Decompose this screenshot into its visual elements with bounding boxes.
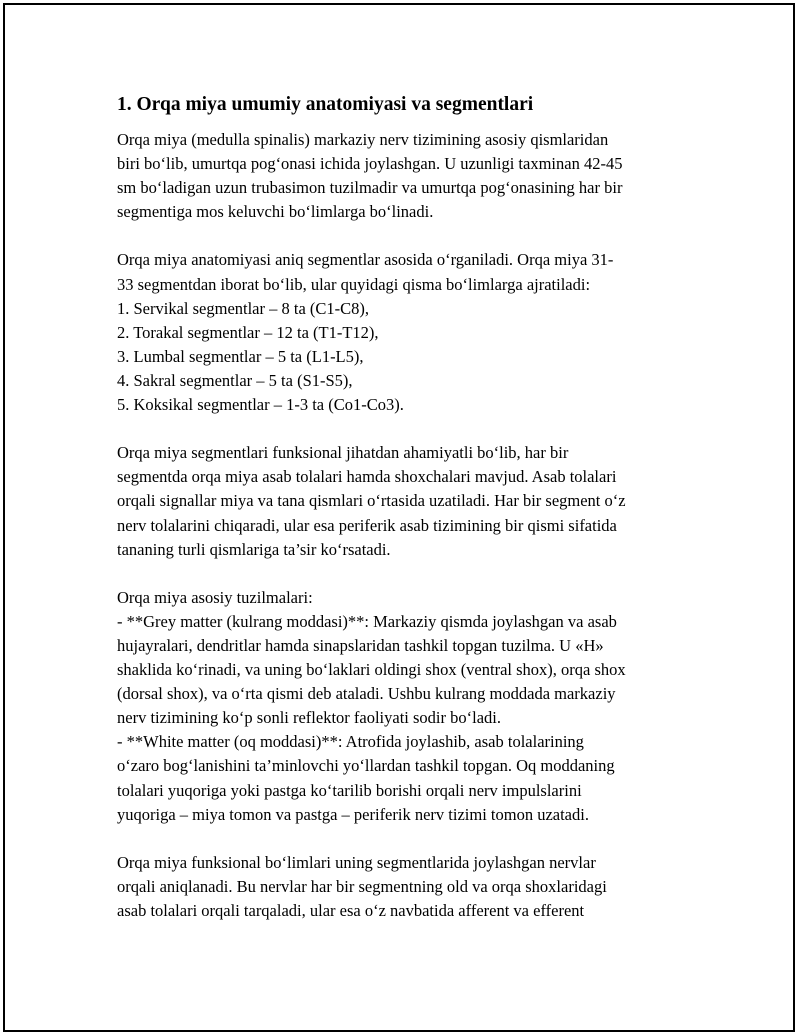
paragraph [117, 248, 717, 417]
paragraph [117, 128, 717, 224]
text-line: Orqa miya (medulla spinalis) markaziy nerv tizimining asosiy qismlaridan [117, 130, 609, 149]
paragraph [117, 586, 717, 827]
text-line: - **White matter (oq moddasi)**: Atrofida joylashib, asab tolalarining [117, 732, 584, 752]
text-line: biri bo‘lib, umurtqa pog‘onasi ichida joylashgan. U uzunligi taxminan 42-45 [117, 154, 623, 174]
text-line: 3. Lumbal segmentlar – 5 ta (L1-L5), [117, 346, 364, 366]
paragraphs-container [117, 128, 717, 923]
text-line: nerv tizimining ko‘p sonli reflektor faoliyati sodir bo‘ladi. [117, 708, 501, 728]
text-line: yuqoriga – miya tomon va pastga – periferik nerv tizimi tomon uzatadi. [117, 804, 589, 824]
text-line: nerv tolalarini chiqaradi, ular esa periferik asab tizimining bir qismi sifatida [117, 515, 617, 535]
text-line: orqali signallar miya va tana qismlari o‘rtasida uzatiladi. Har bir segment o‘z [117, 491, 626, 511]
text-line: sm bo‘ladigan uzun trubasimon tuzilmadir va umurtqa pog‘onasining har bir [117, 178, 623, 198]
paragraph [117, 851, 717, 923]
text-line: 2. Torakal segmentlar – 12 ta (T1-T12), [117, 322, 379, 342]
text-line: segmentda orqa miya asab tolalari hamda shoxchalari mavjud. Asab tolalari [117, 467, 617, 487]
text-line: asab tolalari orqali tarqaladi, ular esa o‘z navbatida afferent va efferent [117, 901, 585, 920]
text-line: orqali aniqlanadi. Bu nervlar har bir segmentning old va orqa shoxlaridagi [117, 876, 607, 896]
text-line: 1. Servikal segmentlar – 8 ta (C1-C8), [117, 298, 370, 318]
text-line: tolalari yuqoriga yoki pastga ko‘tarilib borishi orqali nerv impulslarini [117, 780, 582, 800]
text-line: Orqa miya anatomiyasi aniq segmentlar asosida o‘rganiladi. Orqa miya 31- [117, 250, 614, 270]
text-line: (dorsal shox), va o‘rta qismi deb ataladi. Ushbu kulrang moddada markaziy [117, 684, 616, 704]
text-line: o‘zaro bog‘lanishini ta’minlovchi yo‘llardan tashkil topgan. Oq moddaning [117, 756, 615, 776]
document-body [117, 92, 717, 947]
text-line: - **Grey matter (kulrang moddasi)**: Markaziy qismda joylashgan va asab [117, 611, 617, 631]
section-heading: 1. Orqa miya umumiy anatomiyasi va segmentlari [117, 94, 534, 115]
text-line: Orqa miya segmentlari funksional jihatdan ahamiyatli bo‘lib, har bir [117, 443, 569, 463]
paragraph [117, 441, 717, 561]
text-line: segmentiga mos keluvchi bo‘limlarga bo‘linadi. [117, 202, 434, 222]
text-line: shaklida ko‘rinadi, va uning bo‘laklari oldingi shox (ventral shox), orqa shox [117, 660, 626, 680]
text-line: Orqa miya funksional bo‘limlari uning segmentlarida joylashgan nervlar [117, 852, 596, 872]
text-line: 4. Sakral segmentlar – 5 ta (S1-S5), [117, 370, 353, 390]
text-line: tananing turli qismlariga ta’sir ko‘rsatadi. [117, 539, 391, 559]
text-line: hujayralari, dendritlar hamda sinapslaridan tashkil topgan tuzilma. U «H» [117, 635, 604, 655]
text-line: 5. Koksikal segmentlar – 1-3 ta (Co1-Co3). [117, 395, 404, 415]
text-line: 33 segmentdan iborat bo‘lib, ular quyidagi qisma bo‘limlarga ajratiladi: [117, 274, 591, 294]
text-line: Orqa miya asosiy tuzilmalari: [117, 587, 313, 607]
